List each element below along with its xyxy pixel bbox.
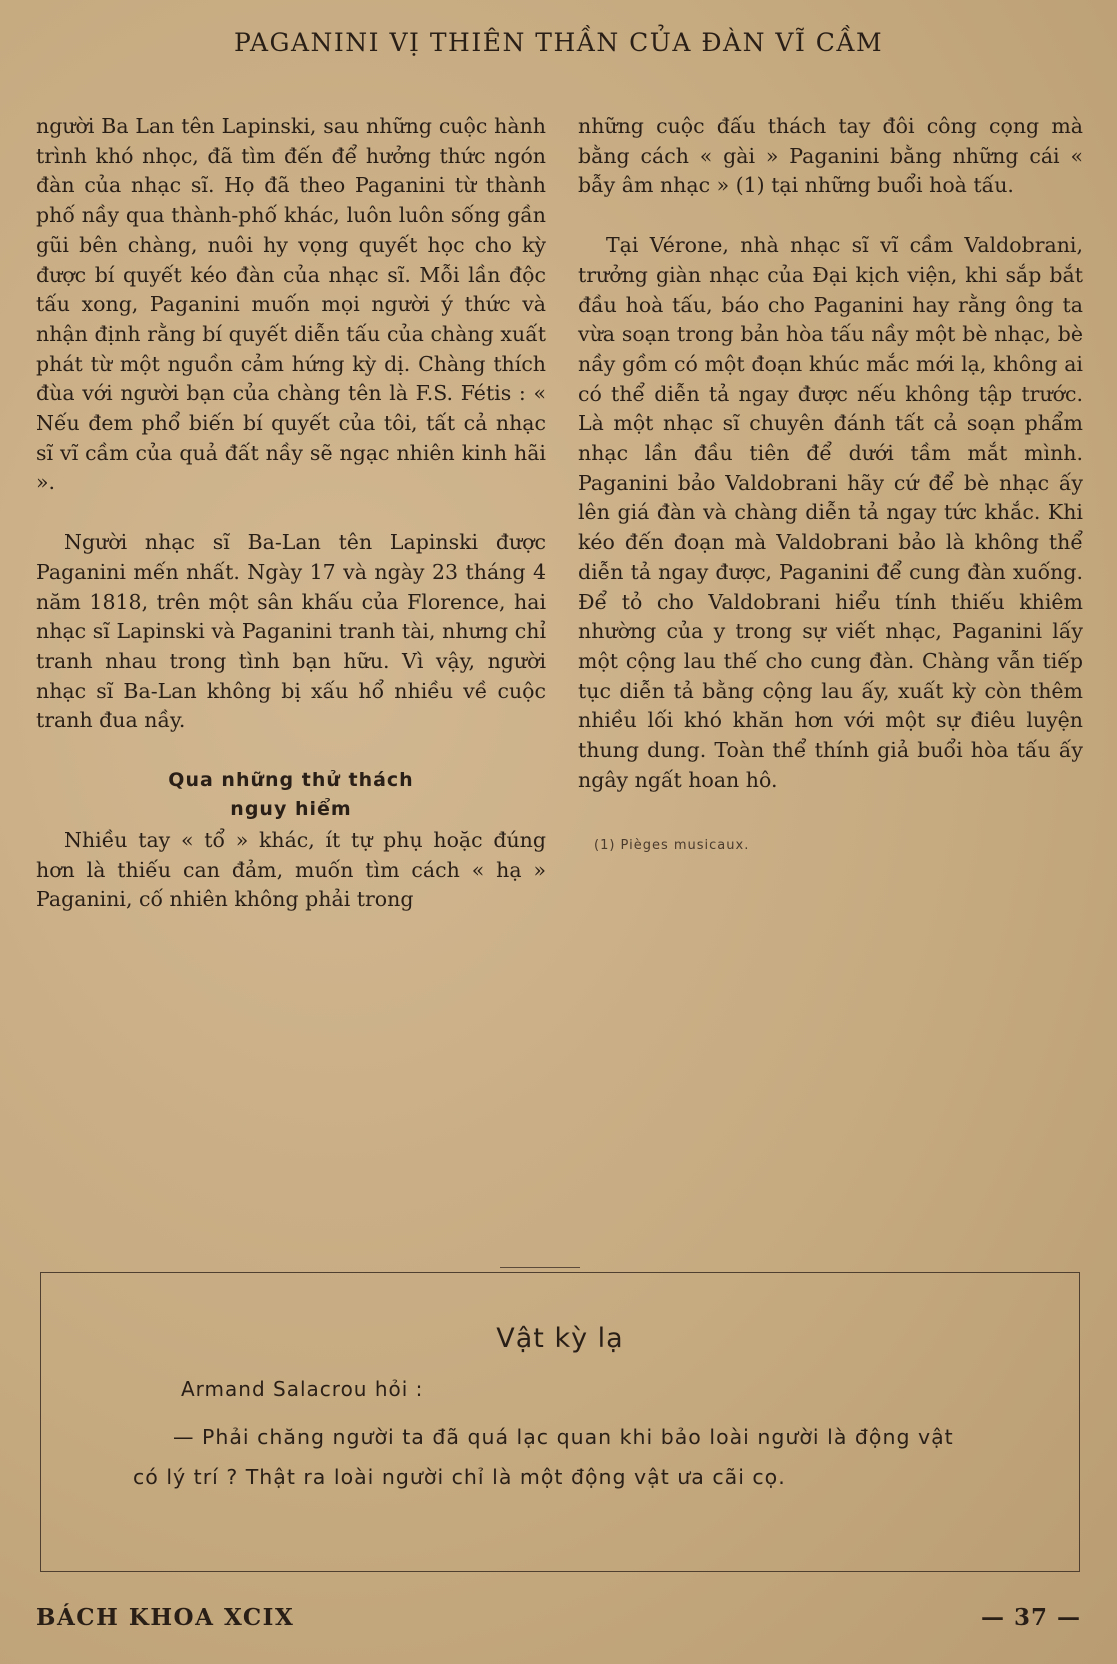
page-number: — 37 — bbox=[980, 1604, 1081, 1631]
divider bbox=[500, 1267, 580, 1268]
paragraph: Tại Vérone, nhà nhạc sĩ vĩ cầm Valdobrani, trưởng giàn nhạc của Đại kịch viện, khi sắp bắt đầu hoà tấu, báo cho Paganini hay rằng ông ta vừa soạn trong bản hòa tấu nầy một bè nhạc, bè nầy gồm có một đoạn khúc mắc mới lạ, không ai có thể diễn tả ngay được nếu không tập trước. Là một nhạc sĩ chuyên đánh tất cả soạn phẩm nhạc lần đầu tiên để dưới tầm mắt mình. Paganini bảo Valdobrani hãy cứ để bè nhạc ấy lên giá đàn và chàng diễn tả ngay tức khắc. Khi kéo đến đoạn mà Valdobrani bảo là không thể diễn tả ngay được, Paganini để cung đàn xuống. Để tỏ cho Valdobrani hiểu tính thiếu khiêm nhường của y trong sự viết nhạc, Paganini lấy một cộng lau thế cho cung đàn. Chàng vẫn tiếp tục diễn tả bằng cộng lau ấy, xuất kỳ còn thêm nhiều lối khó khăn hơn với một sự điêu luyện thung dung. Toàn thể thính giả buổi hòa tấu ấy ngây ngất hoan hô. bbox=[578, 233, 1083, 792]
subheading-line: nguy hiểm bbox=[230, 798, 352, 821]
box-title: Vật kỳ lạ bbox=[496, 1323, 624, 1354]
left-column bbox=[36, 112, 546, 915]
paragraph: những cuộc đấu thách tay đôi công cọng mà bằng cách « gài » Paganini bằng những cái « bẫy âm nhạc » (1) tại những buổi hoà tấu. bbox=[578, 114, 1083, 198]
paragraph: Nhiều tay « tổ » khác, ít tự phụ hoặc đúng hơn là thiếu can đảm, muốn tìm cách « hạ » Paganini, cố nhiên không phải trong bbox=[36, 828, 546, 912]
subheading-line: Qua những thử thách bbox=[168, 769, 414, 792]
magazine-name: BÁCH KHOA XCIX bbox=[36, 1604, 295, 1631]
box-quote: — Phải chăng người ta đã quá lạc quan khi bảo loài người là động vật có lý trí ? Thật ra loài người chỉ là một động vật ưa cãi cọ. bbox=[133, 1425, 954, 1489]
running-header: PAGANINI VỊ THIÊN THẦN CỦA ĐÀN VĨ CẦM bbox=[233, 28, 884, 57]
right-column bbox=[578, 112, 1083, 861]
box-author: Armand Salacrou hỏi : bbox=[181, 1377, 424, 1401]
paragraph: Người nhạc sĩ Ba-Lan tên Lapinski được Paganini mến nhất. Ngày 17 và ngày 23 tháng 4 năm 1818, trên một sân khấu của Florence, hai nhạc sĩ Lapinski và Paganini tranh tài, nhưng chỉ tranh nhau trong tình bạn hữu. Vì vậy, người nhạc sĩ Ba-Lan không bị xấu hổ nhiều về cuộc tranh đua nầy. bbox=[36, 530, 546, 733]
paragraph: người Ba Lan tên Lapinski, sau những cuộc hành trình khó nhọc, đã tìm đến để hưởng thức ngón đàn của nhạc sĩ. Họ đã theo Paganini từ thành phố nầy qua thành-phố khác, luôn luôn sống gần gũi bên chàng, nuôi hy vọng quyết học cho kỳ được bí quyết kéo đàn của nhạc sĩ. Mỗi lần độc tấu xong, Paganini muốn mọi người ý thức và nhận định rằng bí quyết diễn tấu của chàng xuất phát từ một nguồn cảm hứng kỳ dị. Chàng thích đùa với người bạn của chàng tên là F.S. Fétis : « Nếu đem phổ biến bí quyết của tôi, tất cả nhạc sĩ vĩ cầm của quả đất nầy sẽ ngạc nhiên kinh hãi ». bbox=[36, 114, 546, 495]
section-subheading bbox=[36, 766, 546, 824]
sidebar-box bbox=[40, 1272, 1080, 1572]
footnote: (1) Pièges musicaux. bbox=[594, 838, 750, 854]
